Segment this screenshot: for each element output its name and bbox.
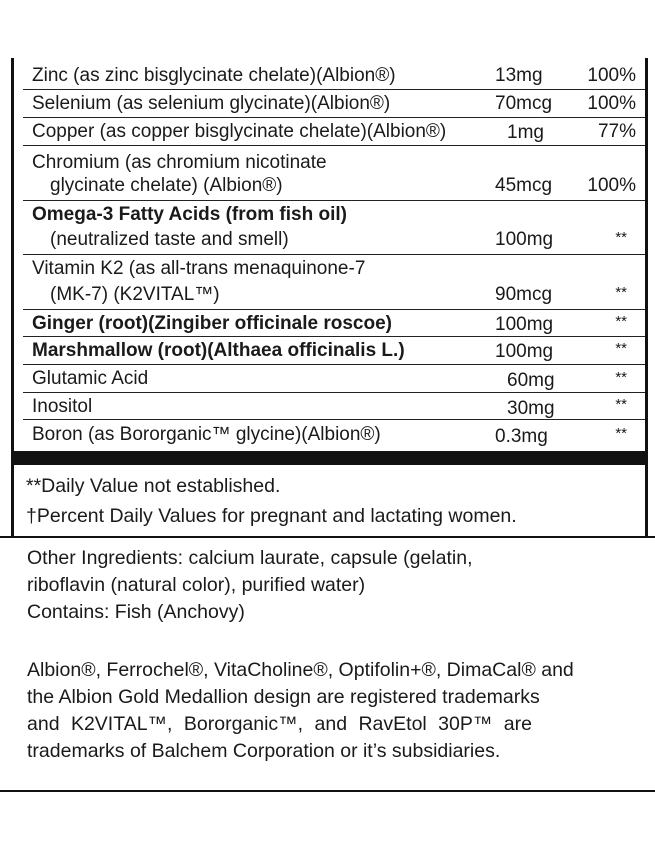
bottom-divider	[0, 790, 655, 792]
nutrient-amount: 13mg	[495, 65, 543, 86]
trademark-line1: Albion®, Ferrochel®, VitaCholine®, Optifolin+®, DimaCal® and	[27, 659, 574, 681]
supplement-facts-panel	[11, 58, 648, 536]
nutrient-amount: 100mg	[495, 341, 554, 362]
nutrient-dv: **	[615, 340, 627, 357]
nutrient-amount: 90mcg	[495, 284, 553, 305]
nutrient-dv: **	[615, 229, 627, 246]
table-row	[23, 201, 645, 255]
contains-allergen: Contains: Fish (Anchovy)	[27, 601, 245, 623]
nutrient-name: Zinc (as zinc bisglycinate chelate)(Albion®)	[32, 65, 396, 86]
nutrient-dv: **	[615, 396, 627, 413]
table-row	[23, 337, 645, 365]
nutrient-name: Copper (as copper bisglycinate chelate)(Albion®)	[32, 121, 447, 142]
table-row	[23, 365, 645, 393]
other-ingredients	[27, 545, 647, 626]
trademark-line3: and K2VITAL™, Bororganic™, and RavEtol 30P™ are	[27, 713, 532, 735]
table-row	[23, 90, 645, 118]
nutrient-name: Ginger (root)(Zingiber officinale roscoe)	[32, 313, 392, 334]
nutrient-name-line2: glycinate chelate) (Albion®)	[50, 175, 283, 196]
table-row	[23, 146, 645, 201]
nutrient-name: Boron (as Bororganic™ glycine)(Albion®)	[32, 424, 381, 445]
table-row	[23, 255, 645, 310]
nutrient-dv: **	[615, 425, 627, 442]
table-row	[23, 118, 645, 146]
thick-divider-bar	[14, 451, 645, 465]
table-row	[23, 58, 645, 90]
nutrient-amount: 1mg	[507, 122, 544, 143]
nutrient-dv: 100%	[587, 175, 636, 196]
trademark-notice	[27, 657, 647, 765]
nutrient-amount: 100mg	[495, 229, 554, 250]
footnote-daily-value: **Daily Value not established.	[26, 475, 281, 497]
other-ingredients-line1: Other Ingredients: calcium laurate, capsule (gelatin,	[27, 547, 473, 569]
nutrient-amount: 45mcg	[495, 175, 553, 196]
nutrient-name: Selenium (as selenium glycinate)(Albion®)	[32, 93, 391, 114]
nutrient-amount: 100mg	[495, 314, 554, 335]
nutrient-dv: **	[615, 284, 627, 301]
nutrient-amount: 30mg	[507, 398, 555, 419]
nutrient-dv: **	[615, 369, 627, 386]
nutrient-name-line2: (MK-7) (K2VITAL™)	[50, 284, 220, 305]
nutrient-dv: **	[615, 313, 627, 330]
nutrient-dv: 77%	[597, 121, 636, 142]
table-row	[23, 310, 645, 337]
other-ingredients-line2: riboflavin (natural color), purified water)	[27, 574, 366, 596]
footnote-pregnant: †Percent Daily Values for pregnant and lactating women.	[26, 505, 517, 527]
nutrient-name: Inositol	[32, 396, 93, 417]
nutrient-name-line1: Omega-3 Fatty Acids (from fish oil)	[32, 204, 347, 225]
nutrient-dv: 100%	[587, 93, 636, 114]
table-row	[23, 420, 645, 451]
nutrient-name: Glutamic Acid	[32, 368, 149, 389]
panel-bottom-border	[0, 536, 655, 538]
nutrient-amount: 70mcg	[495, 93, 553, 114]
nutrient-name-line1: Chromium (as chromium nicotinate	[32, 152, 327, 173]
nutrient-name-line1: Vitamin K2 (as all-trans menaquinone-7	[32, 258, 366, 279]
nutrient-name-line2: (neutralized taste and smell)	[50, 229, 289, 250]
nutrient-amount: 0.3mg	[495, 426, 548, 447]
trademark-line2: the Albion Gold Medallion design are registered trademarks	[27, 686, 540, 708]
nutrient-dv: 100%	[587, 65, 636, 86]
table-row	[23, 393, 645, 420]
nutrient-name: Marshmallow (root)(Althaea officinalis L.)	[32, 340, 405, 361]
trademark-line4: trademarks of Balchem Corporation or it’s subsidiaries.	[27, 740, 501, 762]
nutrient-amount: 60mg	[507, 370, 555, 391]
